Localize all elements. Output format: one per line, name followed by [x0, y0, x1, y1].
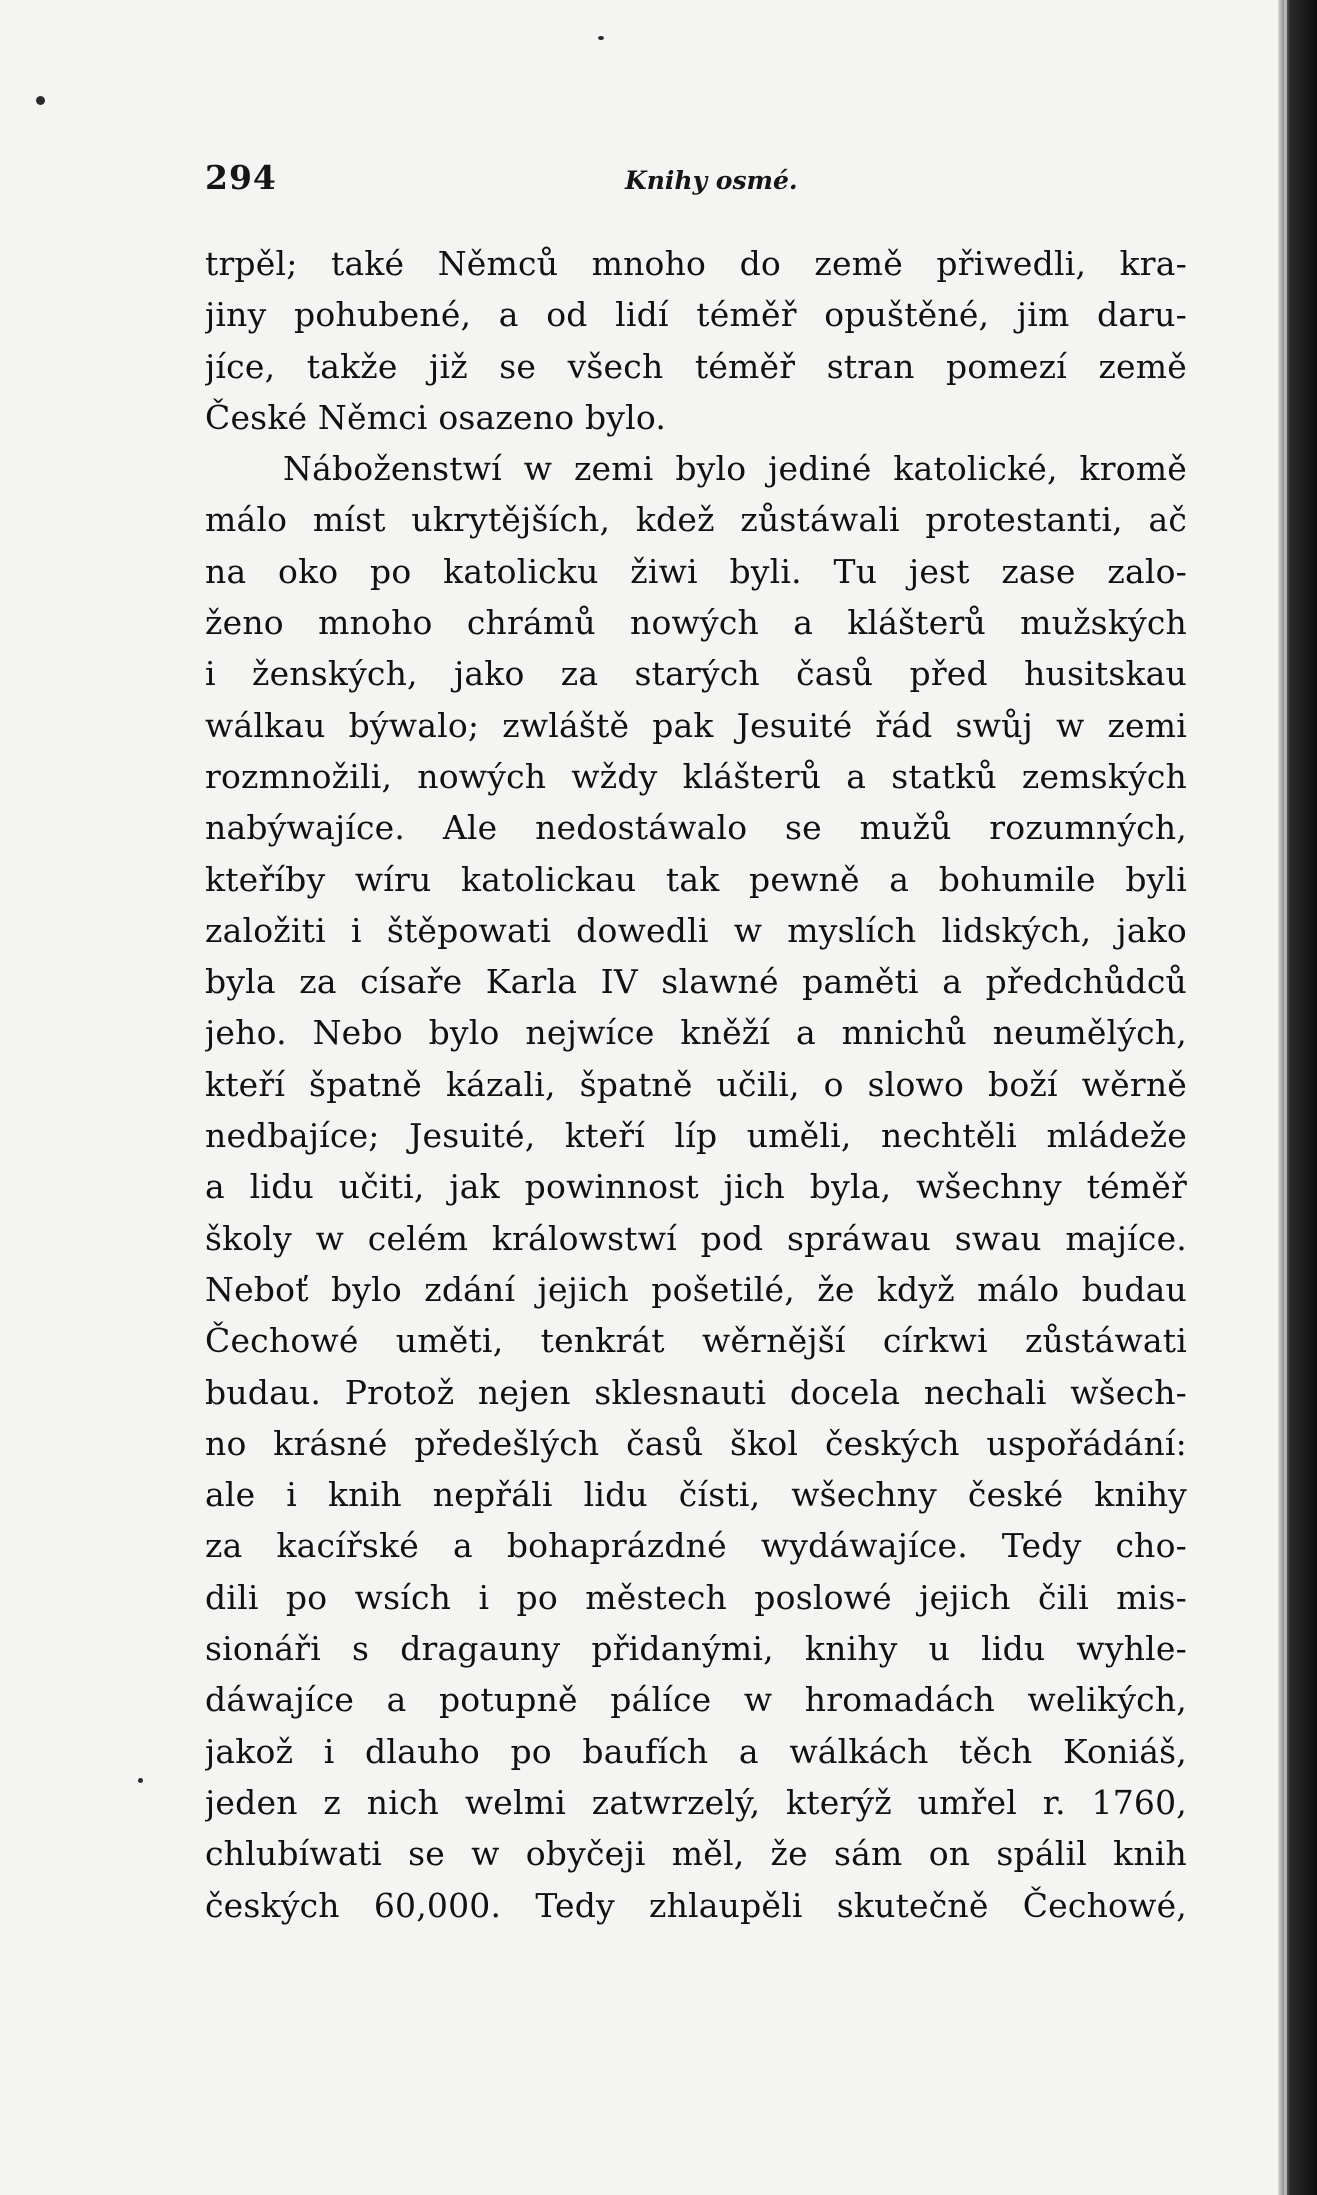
text-line: ale i knih nepřáli lidu čísti, wšechny české knihy [205, 1475, 1187, 1515]
text-line: jíce, takže již se všech téměř stran pomezí země [205, 346, 1187, 386]
text-line: České Němci osazeno bylo. [205, 397, 667, 437]
running-head: Knihy osmé. [625, 166, 798, 195]
text-line: školy w celém králowstwí pod spráwau swau majíce. [205, 1218, 1187, 1258]
text-line: jeden z nich welmi zatwrzelý, kterýž umřel r. 1760, [205, 1782, 1187, 1822]
text-line: Neboť bylo zdání jejich pošetilé, že když málo budau [205, 1269, 1187, 1309]
text-line: a lidu učiti, jak powinnost jich byla, wšechny téměř [205, 1167, 1187, 1207]
text-line: budau. Protož nejen sklesnauti docela nechali wšech- [205, 1372, 1187, 1412]
text-line: sionáři s dragauny přidanými, knihy u lidu wyhle- [205, 1629, 1187, 1669]
ink-speck [36, 96, 45, 105]
text-line: kteříby wíru katolickau tak pewně a bohumile byli [205, 859, 1187, 899]
text-line: byla za císaře Karla IV slawné paměti a předchůdců [205, 962, 1187, 1002]
text-line: založiti i štěpowati dowedli w myslích lidských, jako [205, 910, 1187, 950]
text-line: jakož i dlauho po baufích a wálkách těch Koniáš, [205, 1731, 1187, 1771]
text-line: dáwajíce a potupně pálíce w hromadách welikých, [205, 1680, 1187, 1720]
text-line: Náboženstwí w zemi bylo jediné katolické, kromě [283, 449, 1187, 489]
page-number: 294 [205, 158, 277, 197]
text-line: rozmnožili, nowých wždy klášterů a statků zemských [205, 756, 1187, 796]
text-line: za kacířské a bohaprázdné wydáwajíce. Tedy cho- [205, 1526, 1187, 1566]
text-line: na oko po katolicku žiwi byli. Tu jest zase zalo- [205, 551, 1187, 591]
ink-speck [138, 1778, 143, 1783]
text-line: málo míst ukrytějších, kdež zůstáwali protestanti, ač [205, 500, 1187, 540]
text-line: ženo mnoho chrámů nowých a klášterů mužských [205, 603, 1187, 643]
text-line: chlubíwati se w obyčeji měl, že sám on spálil knih [205, 1834, 1187, 1874]
text-line: jiny pohubené, a od lidí téměř opuštěné, jim daru- [205, 295, 1187, 335]
text-line: českých 60,000. Tedy zhlaupěli skutečně Čechowé, [205, 1885, 1187, 1925]
page-edge-line [1284, 0, 1287, 2195]
text-line: i ženských, jako za starých časů před husitskau [205, 654, 1187, 694]
ink-speck [598, 36, 604, 40]
text-line: nedbajíce; Jesuité, kteří líp uměli, nechtěli mládeže [205, 1116, 1187, 1156]
text-line: dili po wsích i po městech poslowé jejich čili mis- [205, 1577, 1187, 1617]
body-text [205, 238, 1187, 1931]
text-line: jeho. Nebo bylo nejwíce kněží a mnichů neumělých, [205, 1013, 1187, 1053]
text-line: kteří špatně kázali, špatně učili, o slowo boží wěrně [205, 1064, 1187, 1104]
text-line: Čechowé uměti, tenkrát wěrnější církwi zůstáwati [205, 1321, 1187, 1361]
page-header [205, 158, 1195, 208]
text-line: trpěl; také Němců mnoho do země přiwedli, kra- [205, 244, 1187, 283]
text-line: wálkau býwalo; zwláště pak Jesuité řád swůj w zemi [205, 705, 1187, 745]
text-line: no krásné předešlých časů škol českých uspořádání: [205, 1423, 1187, 1463]
text-line: nabýwajíce. Ale nedostáwalo se mužů rozumných, [205, 808, 1187, 848]
